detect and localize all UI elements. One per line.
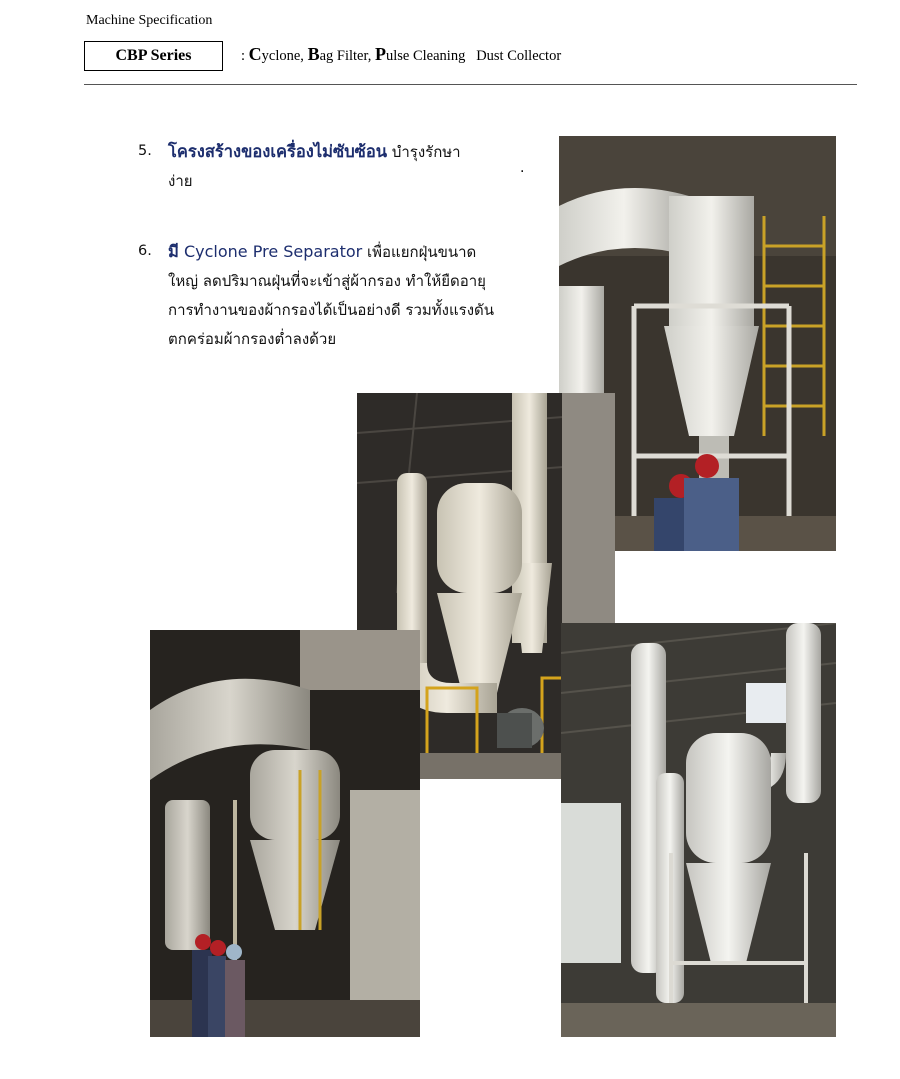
item-highlight: โครงสร้างของเครื่องไม่ซับซ้อน xyxy=(168,142,388,161)
item-text-line4: ตกคร่อมผ้ากรองต่ำลงด้วย xyxy=(168,330,337,348)
stray-mark: . xyxy=(520,160,525,176)
list-number: 5. xyxy=(138,143,152,159)
item-highlight-secondary: Cyclone Pre Separator xyxy=(178,242,363,261)
list-number: 6. xyxy=(138,243,152,259)
series-label: CBP Series xyxy=(115,47,192,64)
item-text-line2: ง่าย xyxy=(168,172,193,190)
subtitle-b-rest: ag Filter, xyxy=(319,48,375,64)
subtitle-p-initial: P xyxy=(374,44,386,64)
subtitle-c-initial: C xyxy=(248,44,262,64)
subtitle-c-rest: yclone, xyxy=(261,48,308,64)
item-text-line3: การทำงานของผ้ากรองได้เป็นอย่างดี รวมทั้งแรงดัน xyxy=(168,301,495,319)
subtitle-b-initial: B xyxy=(307,44,320,64)
list-item-body xyxy=(168,237,508,354)
item-highlight: มี xyxy=(168,242,179,261)
page-header-title: Machine Specification xyxy=(86,13,213,28)
subtitle-p-rest: ulse Cleaning Dust Collector xyxy=(385,48,562,64)
item-text: เพื่อแยกฝุ่นขนาด xyxy=(362,243,477,261)
photo-cyclone-bottom-right xyxy=(561,623,836,1037)
photo-cyclone-bottom-left xyxy=(150,630,420,1037)
item-text: บำรุงรักษา xyxy=(387,143,461,161)
series-subtitle xyxy=(241,44,561,65)
header-divider xyxy=(84,84,857,85)
series-label-box xyxy=(84,41,223,71)
item-text-line2: ใหญ่ ลดปริมาณฝุ่นที่จะเข้าสู่ผ้ากรอง ทำให้ยืดอายุ xyxy=(168,272,486,290)
subtitle-prefix: : xyxy=(241,48,249,64)
list-item-body xyxy=(168,137,508,196)
